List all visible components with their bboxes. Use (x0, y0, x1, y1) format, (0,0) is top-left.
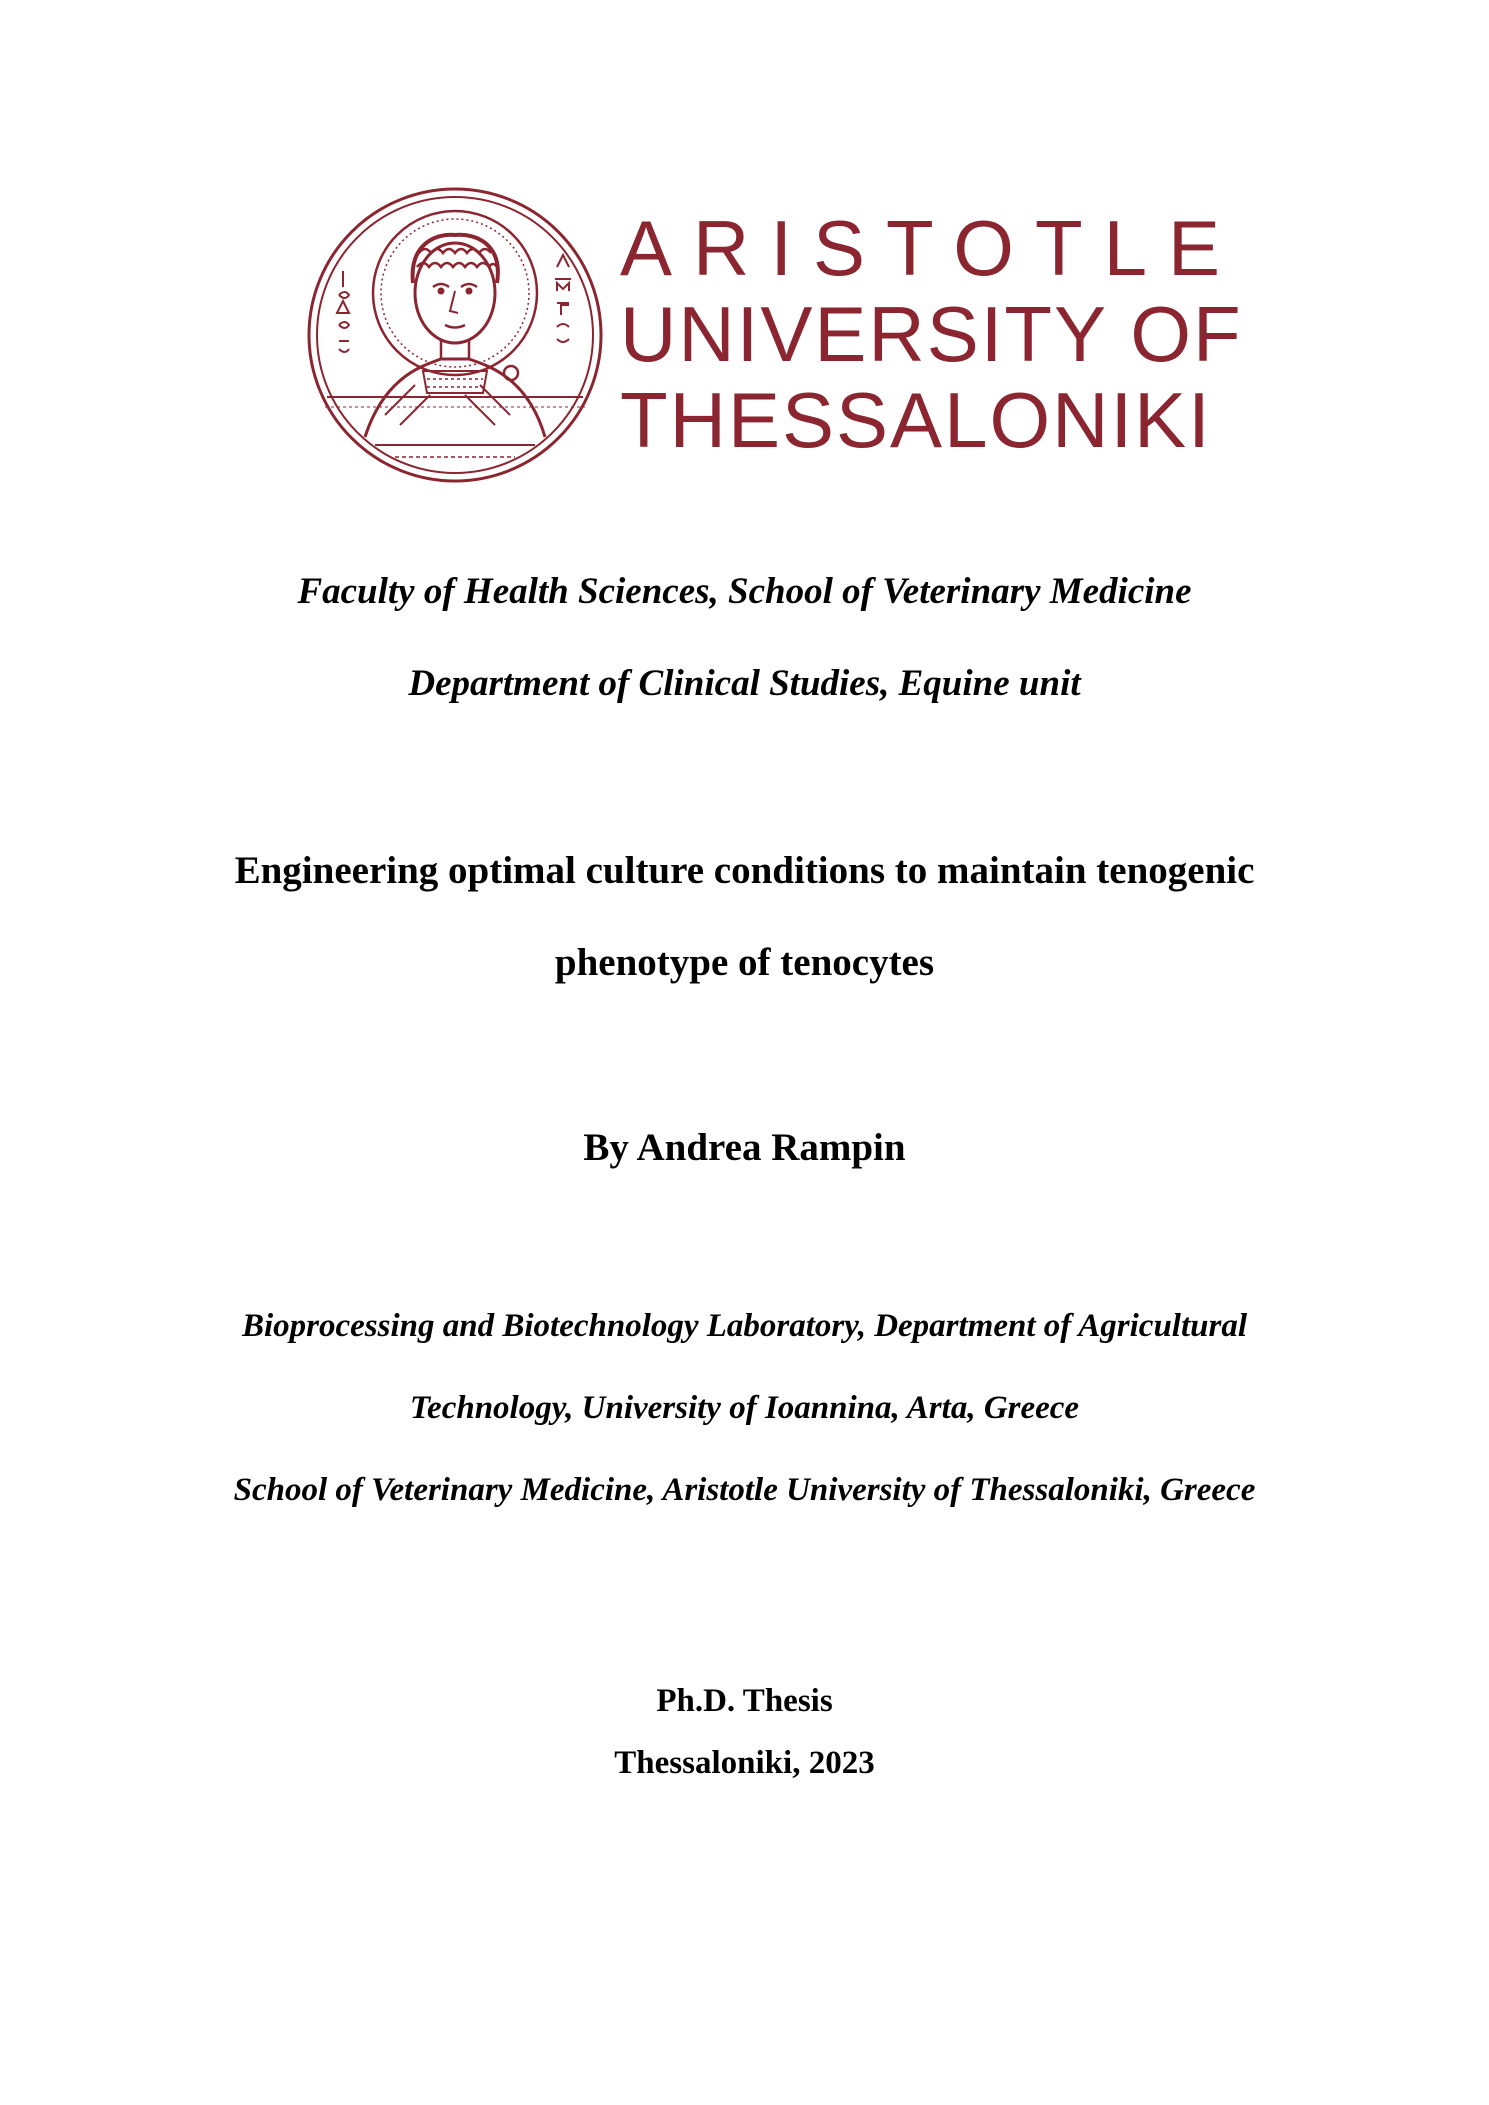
wordmark-line-2: UNIVERSITY OF (620, 290, 1243, 378)
thesis-title-line-2: phenotype of tenocytes (554, 941, 935, 984)
university-seal-icon (305, 175, 605, 495)
affiliation-line-3: School of Veterinary Medicine, Aristotle University of Thessaloniki, Greece (233, 1472, 1256, 1508)
affiliation-line-2: Technology, University of Ioannina, Arta, Greece (409, 1390, 1080, 1426)
university-logo (305, 175, 1243, 495)
place-and-year: Thessaloniki, 2023 (614, 1745, 875, 1781)
university-wordmark (620, 204, 1243, 464)
affiliation-line-1: Bioprocessing and Biotechnology Laboratory, Department of Agricultural (241, 1308, 1248, 1344)
wordmark-line-1: ARISTOTLE (620, 204, 1242, 292)
faculty-name: Faculty of Health Sciences, School of Veterinary Medicine (297, 571, 1192, 612)
thesis-title-line-1: Engineering optimal culture conditions to maintain tenogenic (234, 849, 1255, 892)
wordmark-line-3: THESSALONIKI (620, 376, 1212, 464)
degree-type: Ph.D. Thesis (656, 1683, 833, 1719)
author-name: By Andrea Rampin (583, 1126, 906, 1169)
department-name: Department of Clinical Studies, Equine unit (408, 663, 1081, 704)
